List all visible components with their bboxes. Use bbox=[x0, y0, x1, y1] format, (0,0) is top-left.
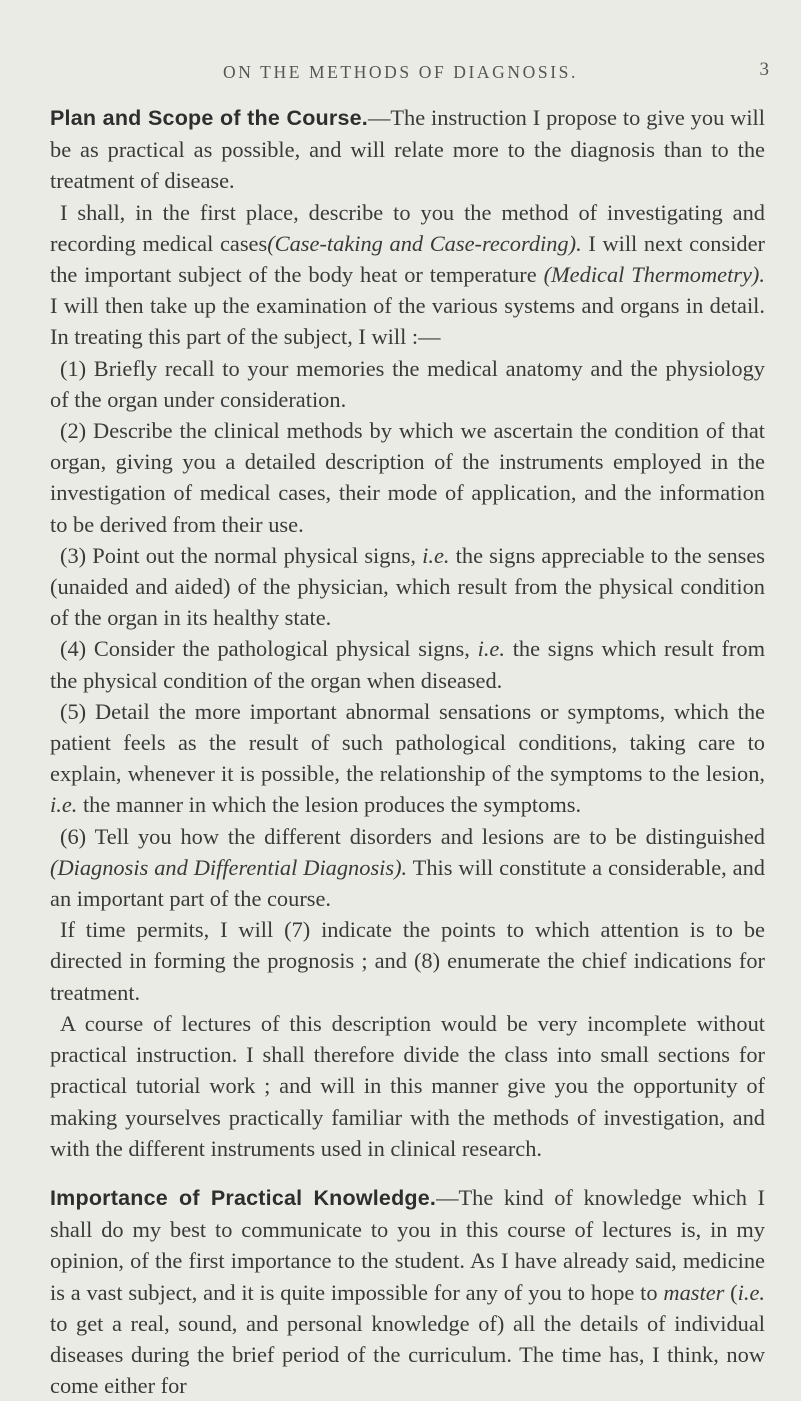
italic-term: (Case-taking and Case-recording). bbox=[267, 230, 582, 256]
list-item bbox=[50, 633, 765, 695]
running-head: ON THE METHODS OF DIAGNOSIS. bbox=[223, 62, 578, 82]
paragraph-text: (3) Point out the normal physical signs, bbox=[60, 542, 416, 568]
paragraph: A course of lectures of this description would be very incomplete without practical instruction. I shall therefore divide the class into small sections for practical tutorial work ; and will in this manner give you the opportunity of making yourselves practically familiar with the methods of investigation, and with the different instruments used in clinical research. bbox=[50, 1010, 765, 1161]
paragraph-text: This will constitute a considerable, and an important part of the course. bbox=[50, 854, 765, 912]
paragraph-text: ( bbox=[724, 1279, 738, 1305]
italic-term: (Medical Thermometry). bbox=[543, 262, 765, 288]
paragraph-text: (5) Detail the more important abnormal sensations or symptoms, which the patient feels as the result of such pathological conditions, taking care to explain, whenever it is possible, the relationship of the symptoms to the lesion, bbox=[50, 698, 765, 787]
paragraph bbox=[50, 197, 765, 353]
list-item: (2) Describe the clinical methods by which we ascertain the condition of that organ, giving you a detailed description of the instruments employed in the investigation of medical cases, their mode of application, and the information to be derived from their use. bbox=[50, 418, 765, 537]
paragraph-text: the manner in which the lesion produces the symptoms. bbox=[77, 792, 582, 818]
paragraph-text: the signs which result from the physical condition of the organ when diseased. bbox=[50, 636, 765, 693]
paragraph-text: (4) Consider the pathological physical signs, bbox=[60, 636, 470, 662]
list-item bbox=[50, 821, 765, 915]
paragraph-text: to get a real, sound, and personal knowledge of) all the details of individual diseases during the brief period of the curriculum. The time has, I think, now come either for bbox=[50, 1310, 765, 1399]
paragraph-text: I will then take up the examination of the various systems and organs in detail. In treating this part of the subject, I will :— bbox=[50, 293, 765, 350]
section-heading: Importance of Practical Knowledge. bbox=[50, 1185, 437, 1210]
paragraph-text: I will next consider the important subject of the body heat or temperature bbox=[50, 230, 765, 288]
italic-term: i.e. bbox=[50, 792, 78, 818]
paragraph bbox=[50, 102, 765, 197]
italic-term: i.e. bbox=[477, 636, 505, 662]
list-item bbox=[50, 696, 765, 821]
italic-term: master bbox=[663, 1279, 725, 1305]
paragraph: If time permits, I will (7) indicate the points to which attention is to be directed in forming the prognosis ; and (8) enumerate the chief indications for treatment. bbox=[50, 917, 765, 1005]
paragraph-text: I shall, in the first place, describe to you the method of investigating and recording medical cases bbox=[50, 199, 765, 256]
page-number: 3 bbox=[759, 59, 769, 80]
italic-term: i.e. bbox=[737, 1279, 765, 1305]
list-item: (1) Briefly recall to your memories the medical anatomy and the physiology of the organ under consideration. bbox=[50, 355, 765, 412]
italic-term: (Diagnosis and Differential Diagnosis). bbox=[50, 854, 408, 880]
paragraph-text: (6) Tell you how the different disorders and lesions are to be distinguished bbox=[60, 823, 765, 849]
paragraph-text: —The instruction I propose to give you will be as practical as possible, and will relate more to the diagnosis than to the treatment of disease. bbox=[50, 105, 765, 194]
section-heading: Plan and Scope of the Course. bbox=[50, 106, 368, 130]
paragraph-text: the signs appreciable to the senses (unaided and aided) of the physician, which result from the physical condition of the organ in its healthy state. bbox=[50, 542, 766, 631]
list-item bbox=[50, 540, 765, 634]
paragraph bbox=[50, 1182, 765, 1401]
italic-term: i.e. bbox=[422, 542, 450, 568]
paragraph-text: —The kind of knowledge which I shall do my best to communicate to you in this course of lectures is, in my opinion, of the first importance to the student. As I have already said, medicine is a vast subject, and it is quite impossible for any of you to hope to bbox=[50, 1184, 765, 1305]
body-text bbox=[50, 102, 765, 1401]
